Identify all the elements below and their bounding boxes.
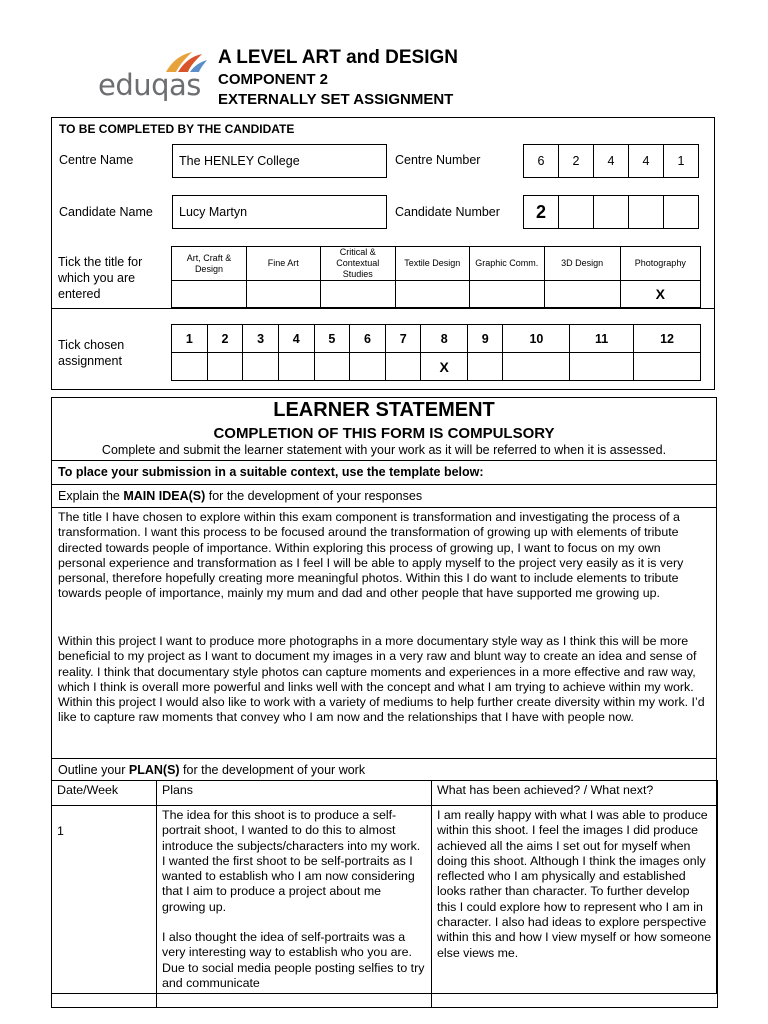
plans-prompt bbox=[58, 763, 365, 777]
title-option: Photography bbox=[620, 247, 700, 281]
plans-paragraph-2: I also thought the idea of self-portraits was a very interesting way to establish who you are. Due to social media people posting selfies to try and communicate bbox=[162, 930, 425, 990]
assignment-number: 5 bbox=[314, 325, 350, 353]
divider bbox=[51, 507, 717, 508]
assignment-title: EXTERNALLY SET ASSIGNMENT bbox=[218, 91, 454, 108]
divider bbox=[51, 484, 717, 485]
title-tick-box[interactable] bbox=[544, 281, 620, 308]
centre-number-digit[interactable]: 4 bbox=[628, 144, 664, 178]
context-heading: To place your submission in a suitable context, use the template below: bbox=[58, 465, 484, 479]
assignment-tick-box[interactable] bbox=[385, 353, 421, 381]
plans-prompt-suffix: for the development of your work bbox=[179, 763, 366, 777]
plans-paragraph-1: The idea for this shoot is to produce a self-portrait shoot, I wanted to do this to almost introduce the subjects/characters into my work. I wanted the first shoot to be self-portraits as I wanted to establish who I am now considering that I aim to produce a project about me growing up. bbox=[162, 808, 421, 914]
title-option: Fine Art bbox=[246, 247, 320, 281]
main-idea-paragraph-2: Within this project I want to produce more photographs in a more documentary style way as I think this will be more beneficial to my project as I want to document my images in a very raw and blunt way to create an idea and sense of reality. I think that documentary style photos can capture moments and experiences in a more effective and raw way, which I think is overall more powerful and links well with the concept and what I am trying to achieve within my work. Within this project I would also like to work with a variety of mediums to help further create diversity within my work. I’d like to capture raw moments that convey who I am now and the relationships that I have with people now. bbox=[58, 634, 705, 725]
centre-name-label: Centre Name bbox=[59, 153, 134, 167]
assignment-number: 12 bbox=[634, 325, 701, 353]
centre-number-label: Centre Number bbox=[395, 153, 481, 167]
candidate-section-heading: TO BE COMPLETED BY THE CANDIDATE bbox=[59, 122, 295, 136]
candidate-number-label: Candidate Number bbox=[395, 205, 500, 219]
centre-name-field[interactable]: The HENLEY College bbox=[172, 144, 387, 178]
candidate-number-digit[interactable]: 2 bbox=[523, 195, 559, 229]
assignment-number: 6 bbox=[350, 325, 386, 353]
assignment-tick-box[interactable] bbox=[278, 353, 314, 381]
main-idea-prompt-bold: MAIN IDEA(S) bbox=[123, 489, 206, 503]
candidate-name-label: Candidate Name bbox=[59, 205, 153, 219]
divider bbox=[51, 758, 717, 759]
assignment-tick-box[interactable] bbox=[634, 353, 701, 381]
table-row bbox=[52, 806, 718, 1008]
plans-prompt-prefix: Outline your bbox=[58, 763, 129, 777]
main-idea-prompt bbox=[58, 489, 422, 503]
assignment-number: 2 bbox=[207, 325, 243, 353]
plans-table-header bbox=[52, 781, 718, 806]
assignment-number: 7 bbox=[385, 325, 421, 353]
title-option: Critical & Contextual Studies bbox=[320, 247, 395, 281]
assignment-tick-box[interactable] bbox=[467, 353, 503, 381]
document-title: A LEVEL ART and DESIGN bbox=[218, 47, 458, 68]
title-tick-box[interactable] bbox=[395, 281, 469, 308]
assignment-tick-box[interactable] bbox=[314, 353, 350, 381]
title-tick-box[interactable] bbox=[172, 281, 247, 308]
title-tick-label: Tick the title for which you are entered bbox=[58, 255, 143, 301]
assignment-number: 8 bbox=[421, 325, 467, 353]
assignment-tick-box[interactable] bbox=[243, 353, 279, 381]
compulsory-notice: COMPLETION OF THIS FORM IS COMPULSORY bbox=[213, 425, 555, 442]
main-idea-prompt-prefix: Explain the bbox=[58, 489, 124, 503]
title-tick-box[interactable]: X bbox=[620, 281, 700, 308]
title-option: Textile Design bbox=[395, 247, 469, 281]
section-divider bbox=[51, 308, 715, 309]
assignment-number: 1 bbox=[172, 325, 208, 353]
candidate-number-digit[interactable] bbox=[628, 195, 664, 229]
plans-cell[interactable] bbox=[157, 806, 432, 1008]
assignment-tick-label: Tick chosen assignment bbox=[58, 338, 125, 368]
title-tick-table bbox=[171, 246, 701, 308]
centre-number-digit[interactable]: 4 bbox=[593, 144, 629, 178]
achieved-cell[interactable]: I am really happy with what I was able to produce within this shoot. I feel the images I did produce achieved all the aims I set out for myself when doing this shoot. Although I think the images only reflected who I am physically and established looks rather than character. To further develop this I could explore how to represent who I am in character. I also had ideas to explore perspective within this and how I view myself or how someone else views me. bbox=[432, 806, 718, 1008]
candidate-number-boxes bbox=[524, 195, 699, 229]
assignment-tick-table bbox=[171, 324, 701, 381]
centre-number-boxes bbox=[524, 144, 699, 178]
candidate-number-digit[interactable] bbox=[558, 195, 594, 229]
assignment-tick-box[interactable] bbox=[207, 353, 243, 381]
assignment-tick-box[interactable] bbox=[570, 353, 634, 381]
column-header-achieved: What has been achieved? / What next? bbox=[432, 781, 718, 806]
title-option: Art, Craft & Design bbox=[172, 247, 247, 281]
assignment-tick-box[interactable] bbox=[350, 353, 386, 381]
week-cell[interactable]: 1 bbox=[52, 806, 157, 1008]
submission-note: Complete and submit the learner statement with your work as it will be referred to when it is assessed. bbox=[101, 443, 667, 457]
title-tick-box[interactable] bbox=[469, 281, 544, 308]
candidate-number-digit[interactable] bbox=[593, 195, 629, 229]
eduqas-logo bbox=[96, 48, 206, 104]
assignment-number: 3 bbox=[243, 325, 279, 353]
candidate-name-field[interactable]: Lucy Martyn bbox=[172, 195, 387, 229]
assignment-tick-box[interactable] bbox=[172, 353, 208, 381]
assignment-number: 10 bbox=[503, 325, 570, 353]
assignment-number: 9 bbox=[467, 325, 503, 353]
divider bbox=[51, 460, 717, 461]
title-tick-box[interactable] bbox=[320, 281, 395, 308]
title-tick-box[interactable] bbox=[246, 281, 320, 308]
title-option: Graphic Comm. bbox=[469, 247, 544, 281]
logo-text: eduqas bbox=[98, 68, 201, 102]
centre-number-digit[interactable]: 1 bbox=[663, 144, 699, 178]
column-header-week: Date/Week bbox=[52, 781, 157, 806]
component-title: COMPONENT 2 bbox=[218, 71, 329, 88]
centre-number-digit[interactable]: 6 bbox=[523, 144, 559, 178]
candidate-number-digit[interactable] bbox=[663, 195, 699, 229]
plans-prompt-bold: PLAN(S) bbox=[128, 763, 180, 777]
assignment-tick-box[interactable] bbox=[503, 353, 570, 381]
column-header-plans: Plans bbox=[157, 781, 432, 806]
plans-table bbox=[51, 780, 717, 1008]
main-idea-prompt-suffix: for the development of your responses bbox=[205, 489, 423, 503]
title-option: 3D Design bbox=[544, 247, 620, 281]
assignment-number: 4 bbox=[278, 325, 314, 353]
assignment-number: 11 bbox=[570, 325, 634, 353]
main-idea-paragraph-1: The title I have chosen to explore within this exam component is transformation and investigating the process of a transformation. I want this process to be focused around the transformation of growing up with elements of tribute directed towards people of importance. Within exploring this process of growing up, I want to focus on my own personal experience and transformation as I feel I will be able to apply myself to the project very easily as it is very personal, therefore hopefully creating more meaningful photos. Within this I do want to include elements to tribute towards people of importance, mainly my mum and dad and other people that have supported me growing up. bbox=[58, 510, 684, 601]
assignment-tick-box[interactable]: X bbox=[421, 353, 467, 381]
centre-number-digit[interactable]: 2 bbox=[558, 144, 594, 178]
learner-statement-title: LEARNER STATEMENT bbox=[273, 399, 495, 421]
